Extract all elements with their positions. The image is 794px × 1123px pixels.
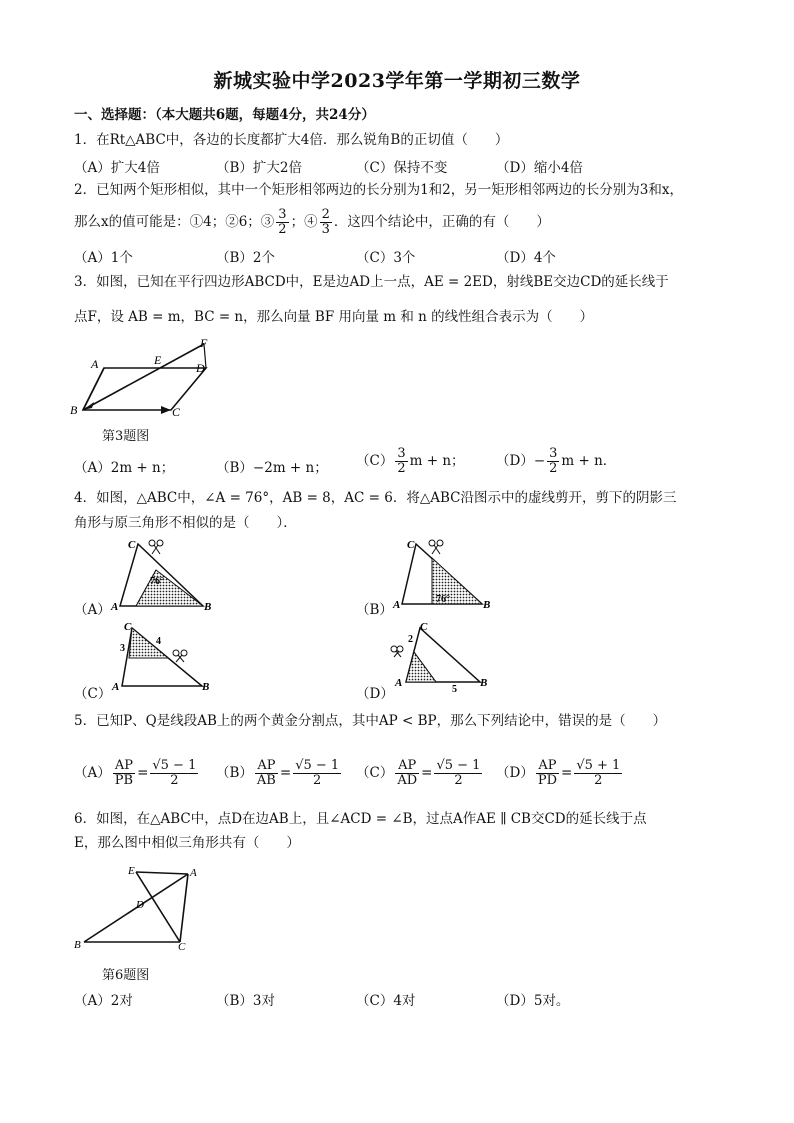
q5a-rden: 2	[170, 773, 179, 788]
q4c-label-c: C	[124, 621, 132, 633]
q1-option-c: （C）保持不变	[356, 160, 448, 176]
q3-d-fraction	[547, 447, 559, 476]
q6-figure-triangle	[70, 862, 210, 952]
q3-option-a: （A）2m + n；	[74, 460, 175, 476]
q2-frac3-num: 3	[278, 207, 287, 222]
q4-figure-a	[108, 536, 218, 612]
q4-option-a: （A）	[74, 602, 111, 618]
q6-option-c: （C）4对	[356, 993, 416, 1009]
q5b-equals: =	[279, 765, 292, 781]
q5b-label: （B）	[216, 765, 253, 781]
q3-label-a: A	[91, 357, 99, 371]
q5a-right-fraction	[150, 759, 198, 788]
question-6-stem-line2: E，那么图中相似三角形共有（ ）	[74, 835, 300, 851]
q6-option-d: （D）5对。	[496, 993, 570, 1009]
q4-figure-b	[390, 536, 500, 612]
q5-option-b	[216, 755, 343, 791]
q4c-label-a: A	[112, 681, 120, 693]
q5a-label: （A）	[74, 765, 111, 781]
q2-frac3-den: 2	[278, 222, 287, 237]
question-3-stem-line1: 3．如图，已知在平行四边形ABCD中，E是边AD上一点，AE = 2ED，射线BE交边CD的延长线于	[74, 274, 669, 290]
q4a-label-c: C	[128, 539, 136, 551]
q5b-rnum: √5 − 1	[295, 758, 340, 773]
q5d-right-fraction	[574, 759, 622, 788]
section-heading: 一、选择题：（本大题共6题，每题4分，共24分）	[74, 107, 375, 123]
q5a-num: AP	[113, 759, 135, 774]
q4-figure-c	[108, 618, 218, 694]
q5b-left-fraction	[255, 759, 278, 788]
q2-frac4-den: 3	[321, 222, 330, 237]
q3-label-b: B	[70, 403, 78, 417]
question-3-stem-line2: 点F，设 AB = m，BC = n，那么向量 BF 用向量 m 和 n 的线性组合表示为（ ）	[74, 309, 594, 325]
scissors-icon	[149, 540, 163, 554]
q3-d-num: 3	[549, 446, 558, 461]
question-4-stem-line1: 4．如图，△ABC中，∠A = 76°，AB = 8，AC = 6．将△ABC沿图示中的虚线剪开，剪下的阴影三	[74, 490, 677, 506]
q4a-angle-label: 76°	[150, 576, 164, 587]
q5c-den: AD	[397, 773, 418, 788]
q5a-left-fraction	[113, 759, 135, 788]
q5b-rden: 2	[313, 773, 322, 788]
q4b-angle-label: 76°	[436, 594, 450, 605]
q5-option-d	[496, 755, 624, 791]
q6-label-e: E	[128, 865, 135, 877]
q4d-len-5: 5	[452, 684, 457, 694]
q5c-equals: =	[421, 765, 433, 781]
q3-c-suffix: m + n；	[409, 453, 465, 469]
q4c-len-3: 3	[120, 643, 125, 654]
q3-c-fraction	[395, 447, 407, 476]
q5a-den: PB	[114, 773, 134, 788]
scissors-icon	[391, 646, 403, 657]
q2-option-a: （A）1个	[74, 250, 133, 266]
q1-option-b: （B）扩大2倍	[216, 160, 303, 176]
q5c-rnum: √5 − 1	[436, 758, 481, 773]
q5d-rnum: √5 + 1	[576, 758, 621, 773]
q5b-right-fraction	[293, 759, 341, 788]
q5-option-c	[356, 755, 484, 791]
q5c-label: （C）	[356, 765, 394, 781]
q5b-num: AP	[255, 759, 278, 774]
q4d-label-a: A	[395, 677, 403, 689]
q4-figure-d	[390, 618, 500, 694]
q1-option-d: （D）缩小4倍	[496, 160, 583, 176]
q3-label-c: C	[172, 405, 181, 419]
q2-option-b: （B）2个	[216, 250, 276, 266]
q5b-den: AB	[256, 773, 276, 788]
q2-fraction-3	[276, 208, 288, 237]
q3-option-c	[356, 446, 465, 476]
scissors-icon	[429, 540, 443, 554]
q5d-rden: 2	[594, 773, 603, 788]
q5d-num: AP	[536, 759, 559, 774]
q2-stem-part1: 那么x的值可能是：①4；②6；③	[74, 214, 275, 230]
question-2-stem-line2	[74, 207, 550, 237]
q4d-label-b: B	[480, 677, 488, 689]
q4d-len-2: 2	[408, 634, 413, 645]
q4c-len-4: 4	[156, 636, 161, 647]
q5c-left-fraction	[395, 759, 419, 788]
q6-label-a: A	[190, 867, 197, 879]
q3-option-b: （B）−2m + n；	[216, 460, 328, 476]
q5c-num: AP	[395, 759, 419, 774]
q3-label-e: E	[154, 353, 162, 367]
q2-option-c: （C）3个	[356, 250, 416, 266]
q3-c-den: 2	[397, 461, 406, 476]
q5d-left-fraction	[536, 759, 559, 788]
scissors-icon	[173, 650, 187, 662]
q3-label-f: F	[200, 336, 208, 350]
q4b-label-b: B	[483, 599, 491, 611]
q5d-den: PD	[537, 773, 557, 788]
q4b-label-a: A	[393, 599, 401, 611]
q3-option-d	[496, 446, 616, 476]
q6-option-a: （A）2对	[74, 993, 133, 1009]
question-2-stem-line1: 2．已知两个矩形相似，其中一个矩形相邻两边的长分别为1和2，另一矩形相邻两边的长分别为3和x，	[74, 182, 683, 198]
q6-figure-caption: 第6题图	[102, 968, 150, 983]
q3-d-suffix: m + n．	[561, 453, 617, 469]
q4c-label-b: B	[202, 681, 210, 693]
q4b-label-c: C	[407, 539, 415, 551]
q5a-equals: =	[137, 765, 149, 781]
q3-d-prefix: （D）−	[496, 453, 546, 469]
q3-figure-parallelogram	[66, 334, 226, 420]
q3-c-prefix: （C）	[356, 453, 394, 469]
q3-c-num: 3	[397, 446, 406, 461]
q2-stem-part2: ；④	[290, 214, 318, 230]
q3-d-den: 2	[549, 461, 558, 476]
q5c-right-fraction	[434, 759, 482, 788]
q6-label-d: D	[136, 899, 144, 911]
q5c-rden: 2	[454, 773, 463, 788]
q4a-label-a: A	[111, 601, 119, 612]
q6-option-b: （B）3对	[216, 993, 276, 1009]
q4a-label-b: B	[204, 601, 212, 612]
q3-label-d: D	[196, 361, 205, 375]
q5d-equals: =	[561, 765, 573, 781]
q5d-label: （D）	[496, 765, 534, 781]
q2-fraction-4	[320, 208, 332, 237]
q4-option-c: （C）	[74, 686, 112, 702]
q6-label-c: C	[178, 941, 186, 952]
question-1-stem: 1．在Rt△ABC中，各边的长度都扩大4倍．那么锐角B的正切值（ ）	[74, 132, 509, 148]
q2-option-d: （D）4个	[496, 250, 556, 266]
q1-option-a: （A）扩大4倍	[74, 160, 160, 176]
q6-label-b: B	[74, 939, 81, 951]
q4-option-d: （D）	[356, 686, 394, 702]
q4-option-b: （B）	[356, 602, 393, 618]
question-4-stem-line2: 角形与原三角形不相似的是（ ）．	[74, 515, 297, 531]
q2-frac4-num: 2	[321, 207, 330, 222]
question-6-stem-line1: 6．如图，在△ABC中，点D在边AB上，且∠ACD = ∠B，过点A作AE ∥ CB交CD的延长线于点	[74, 811, 647, 827]
q5a-rnum: √5 − 1	[152, 758, 197, 773]
q2-stem-part3: ．这四个结论中，正确的有（ ）	[333, 214, 550, 230]
question-5-stem: 5．已知P、Q是线段AB上的两个黄金分割点，其中AP < BP，那么下列结论中，错误的是（ ）	[74, 713, 667, 729]
exam-title: 新城实验中学2023学年第一学期初三数学	[213, 70, 581, 92]
q5-option-a	[74, 755, 200, 791]
q3-figure-caption: 第3题图	[102, 429, 150, 444]
q4d-label-c: C	[420, 621, 428, 633]
